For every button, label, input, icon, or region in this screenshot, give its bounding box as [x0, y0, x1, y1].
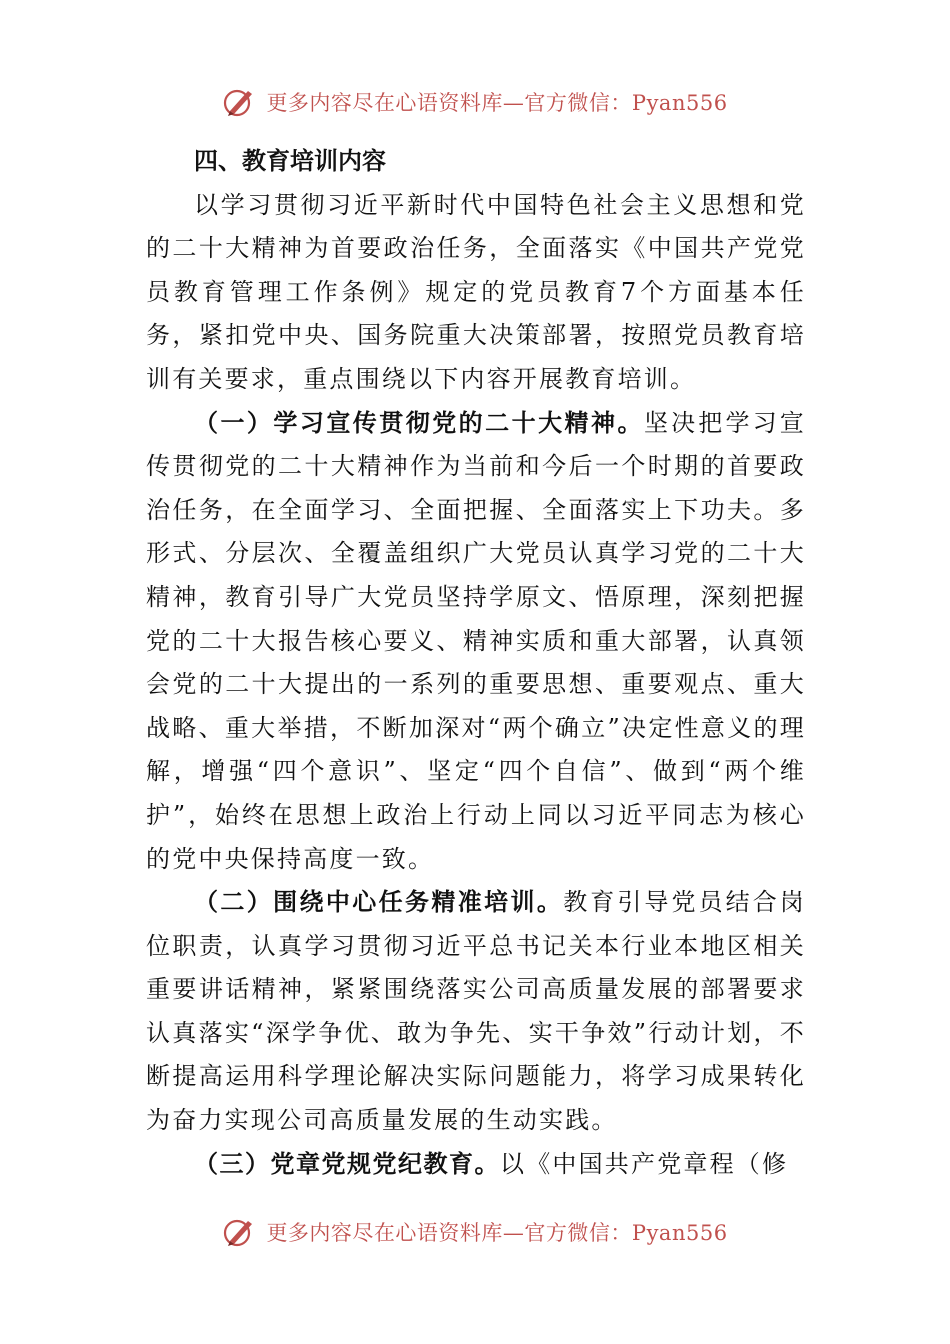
watermark-footer [0, 1212, 950, 1252]
item-title-1: （一）学习宣传贯彻党的二十大精神。 [194, 408, 644, 437]
item-title-3: （三）党章党规党纪教育。 [194, 1149, 500, 1178]
item-body-3: 以《中国共产党章程（修 [500, 1149, 789, 1178]
item-title-2: （二）围绕中心任务精准培训。 [194, 888, 564, 917]
watermark-text: 更多内容尽在心语资料库—官方微信：Pyan556 [266, 91, 728, 115]
item-paragraph-1 [146, 402, 806, 882]
pen-logo-icon [222, 85, 256, 119]
document-body [146, 140, 806, 1186]
item-paragraph-2 [146, 881, 806, 1143]
section-heading: 四、教育培训内容 [194, 147, 386, 175]
pen-logo-icon [222, 1215, 256, 1249]
watermark-text: 更多内容尽在心语资料库—官方微信：Pyan556 [266, 1221, 728, 1245]
item-paragraph-3 [146, 1143, 806, 1187]
item-body-1: 坚决把学习宣传贯彻党的二十大精神作为当前和今后一个时期的首要政治任务，在全面学习、全面把握、全面落实上下功夫。多形式、分层次、全覆盖组织广大党员认真学习党的二十大精神，教育引导广大党员坚持学原文、悟原理，深刻把握党的二十大报告核心要义、精神实质和重大部署，认真领会党的二十大提出的一系列的重要思想、重要观点、重大战略、重大举措，不断加深对“两个确立”决定性意义的理解，增强“四个意识”、坚定“四个自信”、做到“两个维护”，始终在思想上政治上行动上同以习近平同志为核心的党中央保持高度一致。 [146, 408, 807, 873]
item-body-2: 教育引导党员结合岗位职责，认真学习贯彻习近平总书记关本行业本地区相关重要讲话精神，紧紧围绕落实公司高质量发展的部署要求认真落实“深学争优、敢为争先、实干争效”行动计划，不断提高运用科学理论解决实际问题能力，将学习成果转化为奋力实现公司高质量发展的生动实践。 [146, 888, 806, 1135]
watermark-header [0, 82, 950, 122]
intro-paragraph: 以学习贯彻习近平新时代中国特色社会主义思想和党的二十大精神为首要政治任务，全面落实《中国共产党党员教育管理工作条例》规定的党员教育7个方面基本任务，紧扣党中央、国务院重大决策部署，按照党员教育培训有关要求，重点围绕以下内容开展教育培训。 [146, 190, 806, 393]
